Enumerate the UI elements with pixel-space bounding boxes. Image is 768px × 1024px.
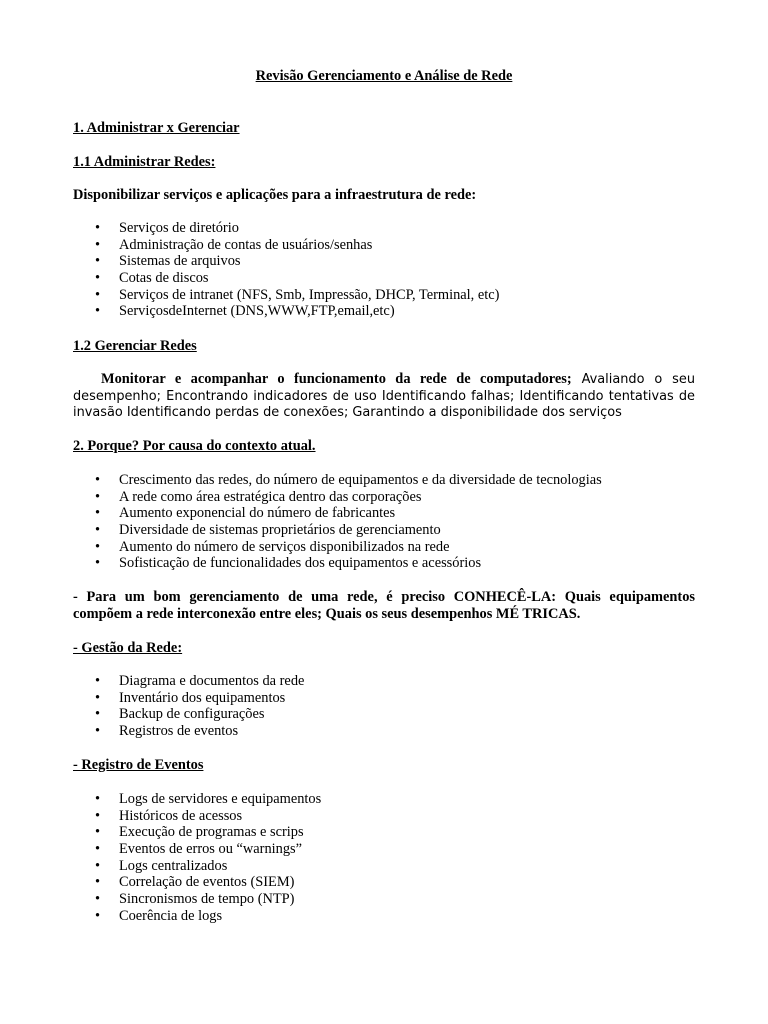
section-1-heading: 1. Administrar x Gerenciar <box>73 120 240 136</box>
list-item: • Aumento do número de serviços disponibilizados na rede <box>95 538 450 555</box>
bullet-icon: • <box>95 236 101 253</box>
bullet-icon: • <box>95 303 101 320</box>
list-item: • Backup de configurações <box>95 706 265 723</box>
list-item: • Correlação de eventos (SIEM) <box>95 874 295 891</box>
section-1-2-bold-lead: Monitorar e acompanhar o funcionamento da rede de computadores; <box>101 371 572 387</box>
bullet-icon: • <box>95 857 101 874</box>
list-item: • Aumento exponencial do número de fabricantes <box>95 505 396 522</box>
section-1-1-heading: 1.1 Administrar Redes: <box>73 154 216 170</box>
list-item: • Históricos de acessos <box>95 807 243 824</box>
bullet-icon: • <box>95 286 101 303</box>
list-item: • Sistemas de arquivos <box>95 253 241 270</box>
list-item: • Coerência de logs <box>95 907 223 924</box>
bullet-icon: • <box>95 807 101 824</box>
section-1-2-body: Avaliando o seu desempenho; Encontrando indicadores de uso Identificando falhas; Identificando tentativas de invasão Identificando perdas de conexões; Garantindo a disponibilidade dos serviços <box>73 372 695 421</box>
gestao-heading: - Gestão da Rede: <box>73 640 183 656</box>
list-item: • Serviços de intranet (NFS, Smb, Impressão, DHCP, Terminal, etc) <box>95 286 500 303</box>
list-item: • Eventos de erros ou “warnings” <box>95 841 303 858</box>
registro-list <box>73 791 695 925</box>
section-1-1-list <box>73 220 695 320</box>
bullet-icon: • <box>95 253 101 270</box>
list-item: • A rede como área estratégica dentro das corporações <box>95 488 422 505</box>
registro-heading: - Registro de Eventos <box>73 757 204 773</box>
bullet-icon: • <box>95 673 101 689</box>
bullet-icon: • <box>95 505 101 522</box>
bullet-icon: • <box>95 220 101 236</box>
bullet-icon: • <box>95 824 101 841</box>
list-item: • Inventário dos equipamentos <box>95 689 286 706</box>
section-1-2-paragraph <box>73 371 695 422</box>
bullet-icon: • <box>95 706 101 723</box>
document-title: Revisão Gerenciamento e Análise de Rede <box>255 68 513 84</box>
bullet-icon: • <box>95 891 101 908</box>
section-2-note: - Para um bom gerenciamento de uma rede, é preciso CONHECÊ-LA: Quais equipamentos compõem a rede interconexão entre eles; Quais os seus desempenhos MÉ TRICAS. <box>73 589 695 622</box>
bullet-icon: • <box>95 270 101 287</box>
bullet-icon: • <box>95 723 101 740</box>
bullet-icon: • <box>95 841 101 858</box>
list-item: • Administração de contas de usuários/senhas <box>95 236 373 253</box>
bullet-icon: • <box>95 555 101 572</box>
section-2-list <box>73 472 695 572</box>
list-item: • Logs de servidores e equipamentos <box>95 791 322 807</box>
list-item: • Logs centralizados <box>95 857 228 874</box>
bullet-icon: • <box>95 907 101 924</box>
list-item: • Sofisticação de funcionalidades dos equipamentos e acessórios <box>95 555 482 572</box>
bullet-icon: • <box>95 488 101 505</box>
list-item: • Crescimento das redes, do número de equipamentos e da diversidade de tecnologias <box>95 472 602 488</box>
list-item: • Diversidade de sistemas proprietários de gerenciamento <box>95 522 441 539</box>
section-1-1-intro: Disponibilizar serviços e aplicações para a infraestrutura de rede: <box>73 187 477 203</box>
list-item: • Execução de programas e scrips <box>95 824 304 841</box>
list-item: • Registros de eventos <box>95 723 239 740</box>
section-1-2-heading: 1.2 Gerenciar Redes <box>73 338 197 354</box>
section-2-heading: 2. Porque? Por causa do contexto atual. <box>73 438 316 454</box>
list-item: • Diagrama e documentos da rede <box>95 673 305 689</box>
gestao-list <box>73 673 695 740</box>
bullet-icon: • <box>95 538 101 555</box>
list-item: • Serviços de diretório <box>95 220 239 236</box>
bullet-icon: • <box>95 689 101 706</box>
list-item: • Cotas de discos <box>95 270 209 287</box>
bullet-icon: • <box>95 472 101 488</box>
bullet-icon: • <box>95 791 101 807</box>
bullet-icon: • <box>95 522 101 539</box>
list-item: • Sincronismos de tempo (NTP) <box>95 891 295 908</box>
bullet-icon: • <box>95 874 101 891</box>
list-item: • ServiçosdeInternet (DNS,WWW,FTP,email,etc) <box>95 303 395 320</box>
document-page <box>73 0 695 1024</box>
